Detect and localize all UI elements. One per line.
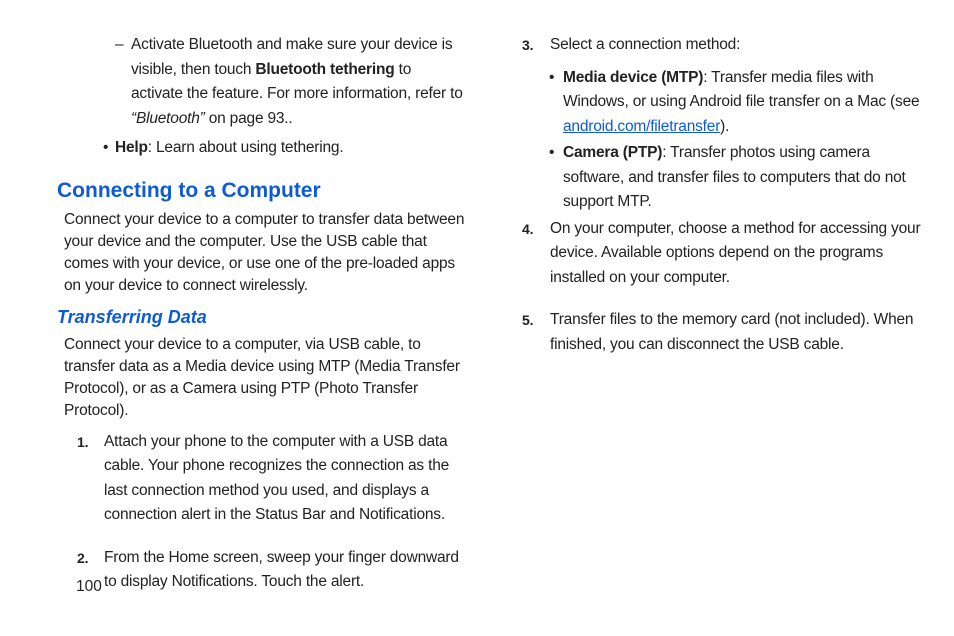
right-column	[522, 33, 922, 365]
subsection-title: Transferring Data	[57, 306, 207, 327]
ptp-text: : Transfer photos using camera software, and transfer files to computers that do not support MTP.	[563, 144, 906, 210]
page-number: 100	[76, 578, 102, 595]
bluetooth-tethering-item	[57, 33, 467, 131]
section-title: Connecting to a Computer	[57, 178, 321, 202]
dash-item-text-b: to activate the feature. For more information, refer to	[131, 60, 463, 102]
help-text: : Learn about using tethering.	[147, 139, 344, 156]
step-number: 4.	[522, 220, 534, 237]
left-column	[57, 33, 467, 595]
step-text: Select a connection method:	[550, 36, 741, 53]
help-label: Help	[115, 139, 148, 156]
step-2	[57, 546, 467, 595]
bullet-marker: •	[103, 139, 109, 156]
help-bullet	[57, 136, 467, 161]
step-5	[522, 308, 922, 357]
step-number: 1.	[77, 433, 89, 450]
dash-item-text-a: Activate Bluetooth and make sure your device is visible, then touch	[131, 36, 453, 78]
bullet-marker: •	[549, 144, 555, 161]
step-text: Attach your phone to the computer with a USB data cable. Your phone recognizes the connection as the last connection method you used, and displays a connection alert in the Status Bar and Notifications.	[104, 432, 450, 523]
step-number: 5.	[522, 312, 534, 328]
subsection-body: Connect your device to a computer, via USB cable, to transfer data as a Media device using MTP (Media Transfer Protocol), or as a Camera using PTP (Photo Transfer Protocol).	[64, 335, 460, 419]
step-text: From the Home screen, sweep your finger downward to display Notifications. Touch the alert.	[104, 548, 459, 590]
step-text: Transfer files to the memory card (not included). When finished, you can disconnect the USB cable.	[550, 311, 914, 353]
step-number: 2.	[77, 549, 89, 566]
mtp-label: Media device (MTP)	[563, 68, 704, 86]
step-1	[57, 430, 467, 528]
step-number: 3.	[522, 37, 534, 53]
bluetooth-tethering-label: Bluetooth tethering	[255, 60, 395, 78]
filetransfer-link[interactable]: android.com/filetransfer	[563, 117, 721, 135]
mtp-bullet	[522, 66, 922, 140]
ptp-label: Camera (PTP)	[563, 144, 663, 161]
section-body: Connect your device to a computer to transfer data between your device and the computer. Use the USB cable that comes with your device, or use one of the pre-loaded apps on your device to connect wirelessly.	[64, 210, 465, 294]
mtp-text: : Transfer media files with Windows, or using Android file transfer on a Mac (see	[563, 68, 920, 110]
bullet-marker: •	[549, 68, 555, 86]
step-3	[522, 33, 922, 58]
step-text: On your computer, choose a method for accessing your device. Available options depend on the programs installed on your computer.	[550, 219, 921, 286]
bluetooth-reference: “Bluetooth”	[131, 109, 205, 127]
ptp-bullet	[522, 141, 922, 215]
dash-marker: –	[115, 36, 124, 53]
dash-item-text-c: on page 93..	[204, 109, 293, 127]
step-4	[522, 217, 922, 291]
mtp-tail: ).	[720, 117, 730, 135]
